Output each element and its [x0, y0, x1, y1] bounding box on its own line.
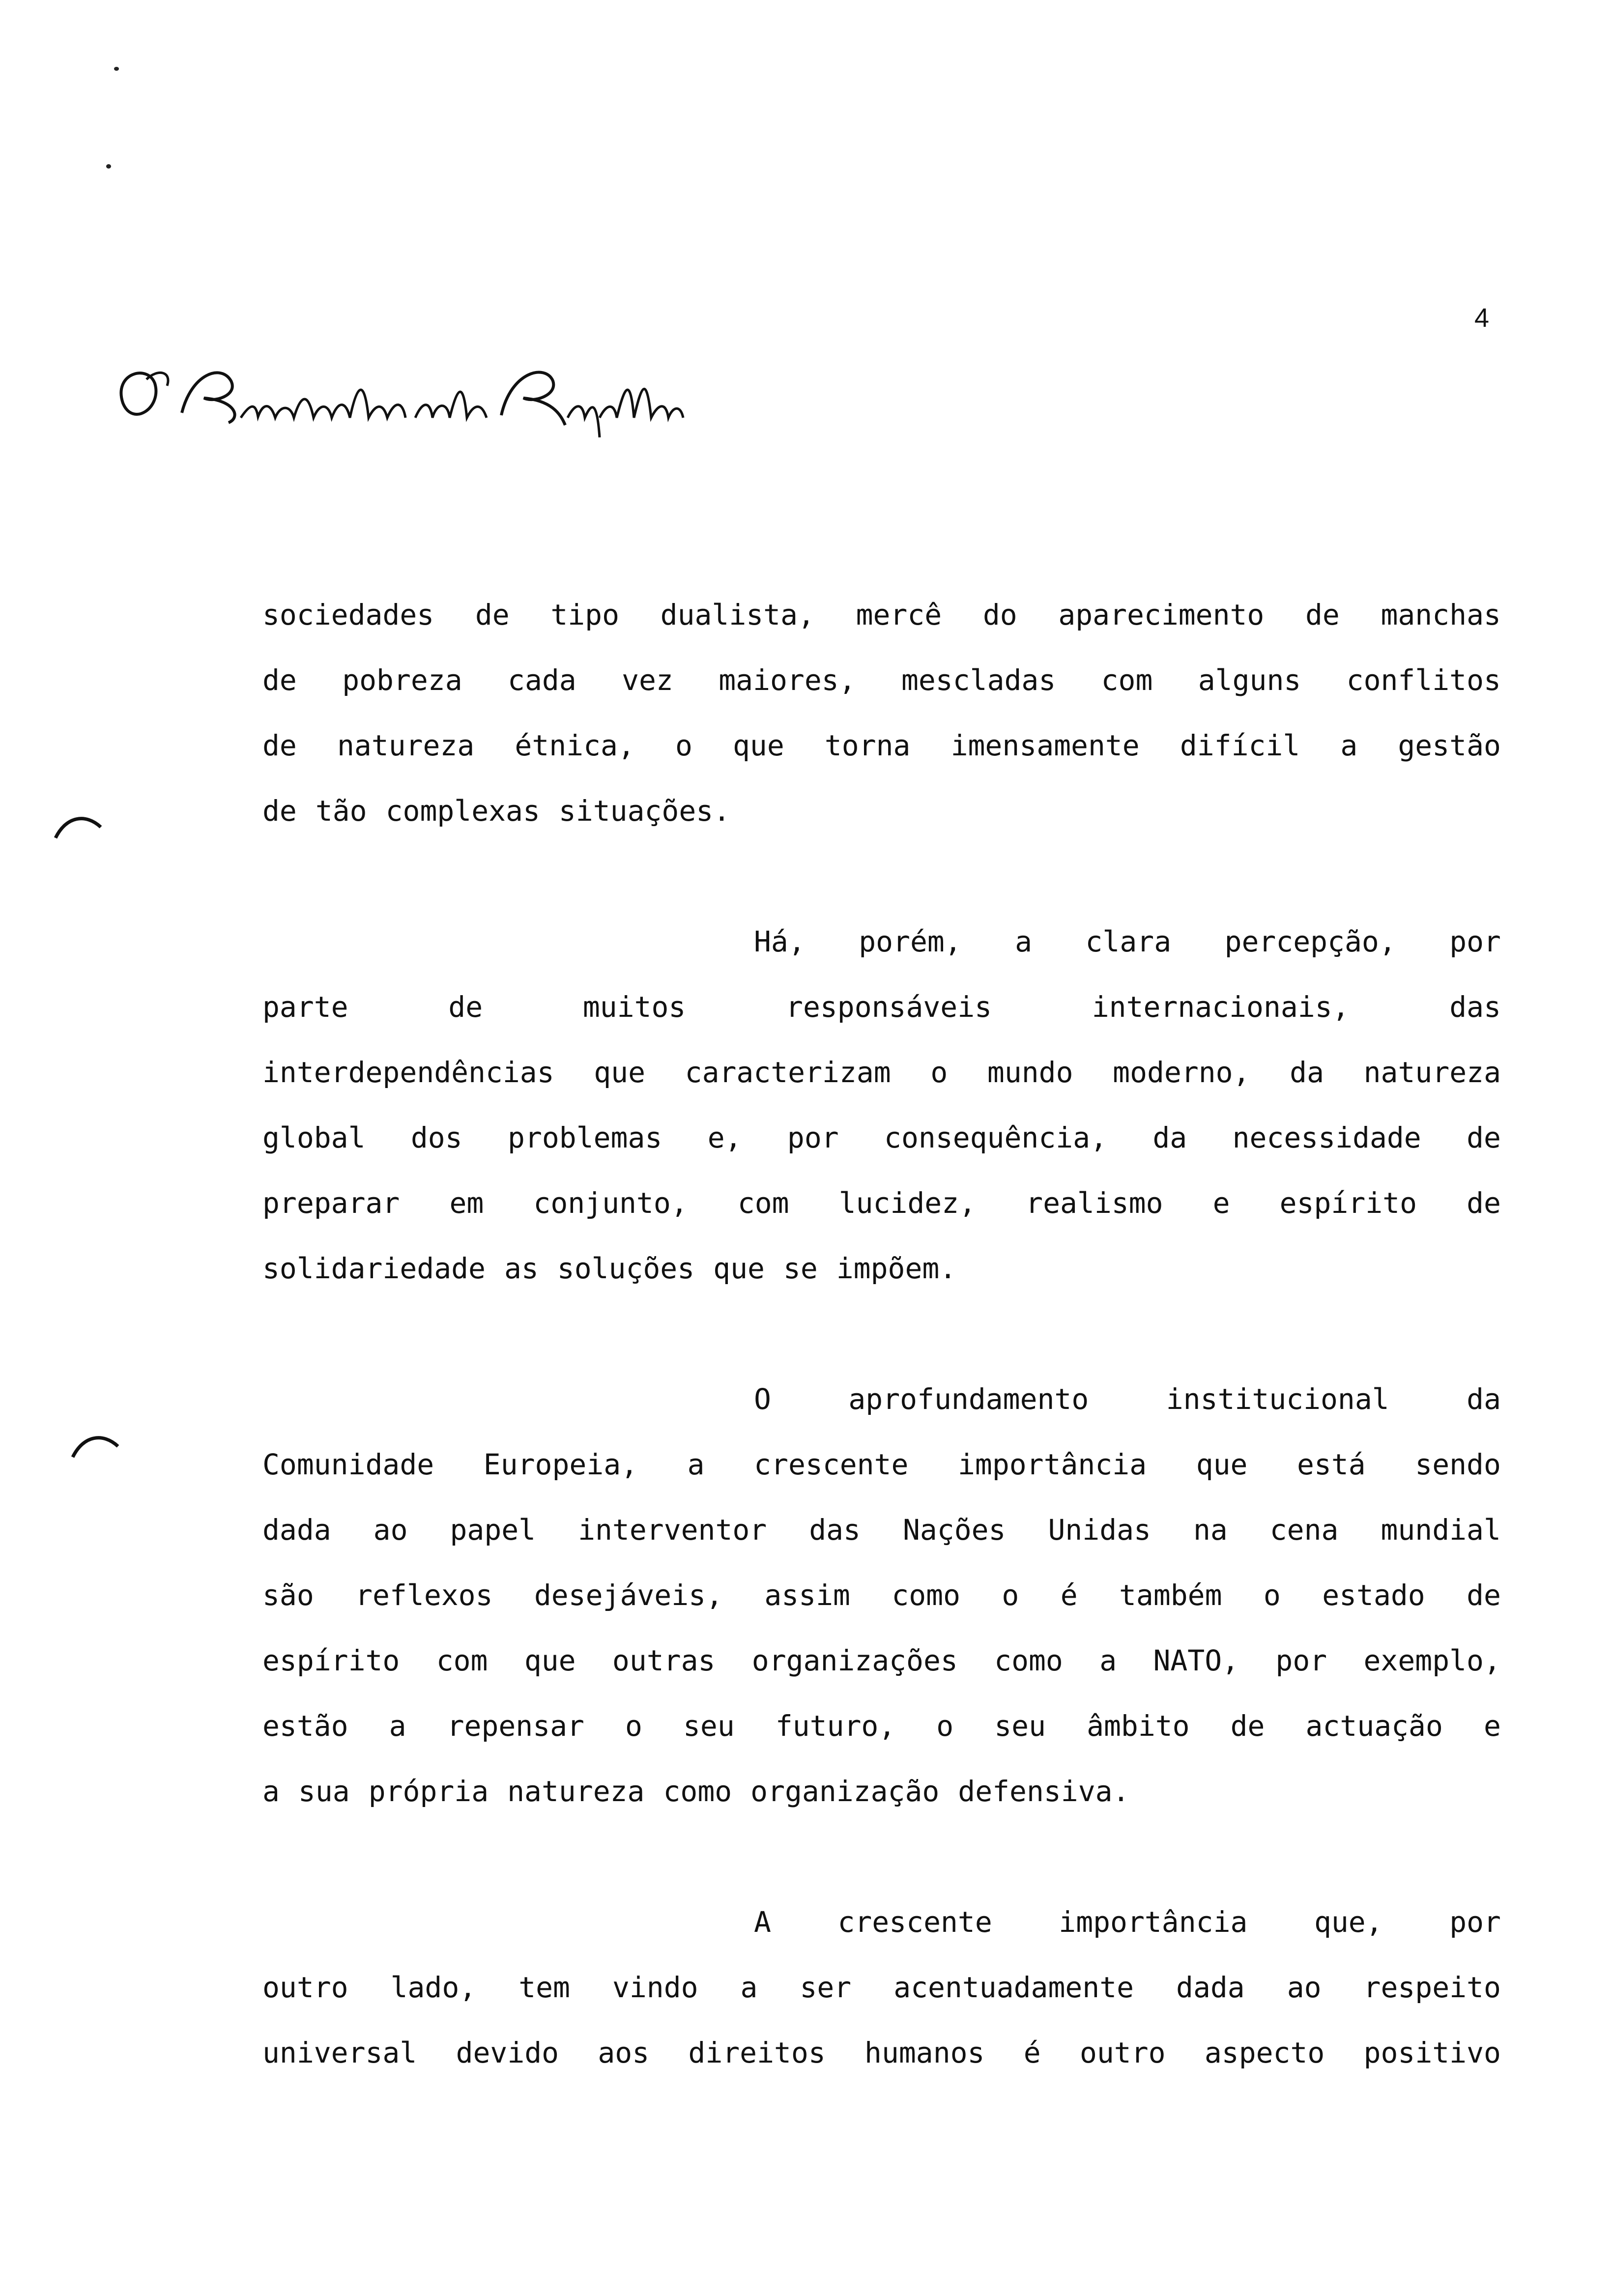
word: gestão — [1398, 729, 1501, 762]
word: imensamente — [950, 729, 1140, 762]
word: está — [1297, 1448, 1366, 1481]
word: global — [262, 1121, 366, 1154]
word: por — [1449, 1905, 1501, 1939]
binder-hole-mark — [52, 813, 106, 843]
word: Unidas — [1048, 1513, 1151, 1547]
word: na — [1193, 1513, 1228, 1547]
word: importância — [1059, 1905, 1248, 1939]
paragraph — [262, 909, 1501, 1301]
word: que — [1196, 1448, 1248, 1481]
word: interventor — [578, 1513, 767, 1547]
word: a — [740, 1971, 758, 2004]
word: humanos — [864, 2036, 985, 2069]
word: dos — [410, 1121, 462, 1154]
word: consequência, — [884, 1121, 1107, 1154]
word: de — [262, 729, 297, 762]
word: a — [687, 1448, 705, 1481]
text-line — [262, 1367, 1501, 1432]
word: crescente — [754, 1448, 909, 1481]
word: estado — [1322, 1578, 1425, 1612]
word: alguns — [1198, 663, 1301, 697]
word: torna — [824, 729, 911, 762]
word: âmbito — [1087, 1709, 1190, 1743]
word: por — [1275, 1644, 1327, 1677]
word: que — [733, 729, 784, 762]
word: Comunidade — [262, 1448, 434, 1481]
word: a — [389, 1709, 406, 1743]
word: soluções — [557, 1252, 695, 1285]
word: a — [262, 1775, 280, 1808]
word: futuro, — [775, 1709, 896, 1743]
word: o — [675, 729, 692, 762]
word: organização — [750, 1775, 940, 1808]
word: que — [713, 1252, 765, 1285]
word: que, — [1314, 1905, 1383, 1939]
text-line — [262, 1497, 1501, 1563]
word: realismo — [1026, 1186, 1163, 1220]
word: o — [625, 1709, 642, 1743]
word: maiores, — [719, 663, 856, 697]
word: estão — [262, 1709, 348, 1743]
word: vindo — [612, 1971, 698, 2004]
word: situações. — [558, 794, 731, 828]
word: conjunto, — [533, 1186, 688, 1220]
text-line — [262, 1955, 1501, 2020]
word: como — [994, 1644, 1063, 1677]
word: positivo — [1363, 2036, 1501, 2069]
word: mercê — [856, 598, 942, 631]
word: clara — [1085, 925, 1172, 958]
text-line — [262, 1171, 1501, 1236]
word: acentuadamente — [893, 1971, 1134, 2004]
word: pobreza — [342, 663, 462, 697]
word: crescente — [837, 1905, 992, 1939]
word: seu — [994, 1709, 1046, 1743]
word: moderno, — [1113, 1056, 1250, 1089]
word: de — [1467, 1186, 1501, 1220]
word: o — [1263, 1578, 1281, 1612]
word: manchas — [1381, 598, 1501, 631]
text-line — [262, 1105, 1501, 1171]
word: organizações — [751, 1644, 958, 1677]
word: necessidade — [1232, 1121, 1421, 1154]
word: institucional — [1166, 1382, 1389, 1416]
word: e — [1483, 1709, 1501, 1743]
word: dualista, — [660, 598, 815, 631]
word: natureza — [337, 729, 475, 762]
word: lucidez, — [838, 1186, 977, 1220]
word: lado, — [390, 1971, 477, 2004]
word: O — [754, 1382, 771, 1416]
letterhead-script — [108, 344, 688, 442]
word: de — [262, 794, 297, 828]
word: problemas — [508, 1121, 662, 1154]
text-line — [262, 1563, 1501, 1628]
text-line — [262, 1432, 1501, 1497]
text-line — [262, 1628, 1501, 1693]
word: percepção, — [1224, 925, 1396, 958]
word: defensiva. — [958, 1775, 1130, 1808]
word: papel — [450, 1513, 536, 1547]
word: com — [1101, 663, 1153, 697]
word: A — [754, 1905, 771, 1939]
word: espírito — [262, 1644, 400, 1677]
word: com — [737, 1186, 789, 1220]
text-line — [262, 2020, 1501, 2086]
word: aprofundamento — [848, 1382, 1089, 1416]
word: sua — [298, 1775, 350, 1808]
word: caracterizam — [685, 1056, 891, 1089]
text-line — [262, 1040, 1501, 1105]
text-line — [262, 975, 1501, 1040]
word: aparecimento — [1058, 598, 1265, 631]
word: tem — [518, 1971, 570, 2004]
word: das — [1449, 990, 1501, 1024]
word: actuação — [1305, 1709, 1443, 1743]
word: NATO, — [1153, 1644, 1239, 1677]
word: como — [892, 1578, 961, 1612]
word: a — [1099, 1644, 1117, 1677]
binder-hole-mark — [69, 1433, 123, 1462]
word: cena — [1269, 1513, 1339, 1547]
text-line — [262, 1693, 1501, 1759]
letterhead — [108, 344, 688, 442]
word: natureza — [1363, 1056, 1501, 1089]
word: em — [449, 1186, 484, 1220]
word: do — [982, 598, 1017, 631]
word: Há, — [754, 925, 806, 958]
word: direitos — [688, 2036, 826, 2069]
scan-dot — [114, 67, 119, 71]
word: da — [1152, 1121, 1187, 1154]
word: outro — [1079, 2036, 1166, 2069]
word: de — [1467, 1121, 1501, 1154]
word: com — [436, 1644, 488, 1677]
word: as — [504, 1252, 539, 1285]
word: mescladas — [901, 663, 1056, 697]
text-line — [262, 778, 1501, 844]
word: devido — [456, 2036, 559, 2069]
word: se — [783, 1252, 818, 1285]
word: difícil — [1180, 729, 1300, 762]
word: tipo — [550, 598, 620, 631]
word: de — [1305, 598, 1340, 631]
word: são — [262, 1578, 314, 1612]
body-text — [262, 582, 1501, 2151]
word: ser — [800, 1971, 852, 2004]
word: porém, — [859, 925, 962, 958]
word: mundo — [987, 1056, 1073, 1089]
word: desejáveis, — [534, 1578, 723, 1612]
scan-dot — [106, 164, 111, 169]
word: também — [1119, 1578, 1222, 1612]
word: de — [475, 598, 510, 631]
word: impõem. — [836, 1252, 957, 1285]
word: e — [1212, 1186, 1230, 1220]
word: que — [594, 1056, 646, 1089]
word: a — [1015, 925, 1033, 958]
word: seu — [683, 1709, 735, 1743]
word: o — [930, 1056, 948, 1089]
paragraph — [262, 1367, 1501, 1824]
word: tão — [315, 794, 367, 828]
word: outras — [612, 1644, 716, 1677]
word: universal — [262, 2036, 417, 2069]
paragraph — [262, 1890, 1501, 2086]
word: dada — [1176, 1971, 1245, 2004]
word: de — [1230, 1709, 1265, 1743]
word: ao — [1287, 1971, 1322, 2004]
word: e, — [707, 1121, 742, 1154]
word: da — [1467, 1382, 1501, 1416]
word: reflexos — [355, 1578, 493, 1612]
text-line — [262, 582, 1501, 648]
word: espírito — [1279, 1186, 1417, 1220]
word: dada — [262, 1513, 331, 1547]
word: a — [1340, 729, 1358, 762]
word: das — [809, 1513, 861, 1547]
word: responsáveis — [786, 990, 992, 1024]
word: complexas — [385, 794, 540, 828]
page-number: 4 — [1474, 303, 1490, 333]
word: preparar — [262, 1186, 400, 1220]
text-line — [262, 909, 1501, 975]
word: por — [1449, 925, 1501, 958]
word: exemplo, — [1363, 1644, 1501, 1677]
word: de — [448, 990, 483, 1024]
word: solidariedade — [262, 1252, 486, 1285]
paragraph — [262, 582, 1501, 844]
word: mundial — [1381, 1513, 1501, 1547]
word: é — [1060, 1578, 1078, 1612]
word: da — [1290, 1056, 1324, 1089]
word: própria — [368, 1775, 489, 1808]
word: natureza — [507, 1775, 645, 1808]
word: internacionais, — [1092, 990, 1350, 1024]
text-line — [262, 648, 1501, 713]
word: étnica, — [515, 729, 635, 762]
word: parte — [262, 990, 348, 1024]
word: interdependências — [262, 1056, 554, 1089]
word: repensar — [447, 1709, 584, 1743]
word: Europeia, — [483, 1448, 638, 1481]
text-line — [262, 1890, 1501, 1955]
word: aos — [598, 2036, 650, 2069]
word: respeito — [1363, 1971, 1501, 2004]
text-line — [262, 713, 1501, 778]
word: o — [936, 1709, 954, 1743]
word: é — [1023, 2036, 1041, 2069]
word: conflitos — [1346, 663, 1501, 697]
word: como — [663, 1775, 732, 1808]
word: ao — [373, 1513, 408, 1547]
word: muitos — [582, 990, 686, 1024]
word: assim — [764, 1578, 850, 1612]
word: de — [1467, 1578, 1501, 1612]
word: sociedades — [262, 598, 434, 631]
word: Nações — [902, 1513, 1006, 1547]
text-line — [262, 1236, 1501, 1301]
word: outro — [262, 1971, 348, 2004]
word: aspecto — [1204, 2036, 1325, 2069]
word: de — [262, 663, 297, 697]
word: vez — [622, 663, 673, 697]
text-line — [262, 1759, 1501, 1824]
word: por — [787, 1121, 839, 1154]
word: importância — [958, 1448, 1147, 1481]
word: o — [1002, 1578, 1019, 1612]
word: cada — [508, 663, 576, 697]
word: que — [524, 1644, 576, 1677]
word: sendo — [1415, 1448, 1501, 1481]
